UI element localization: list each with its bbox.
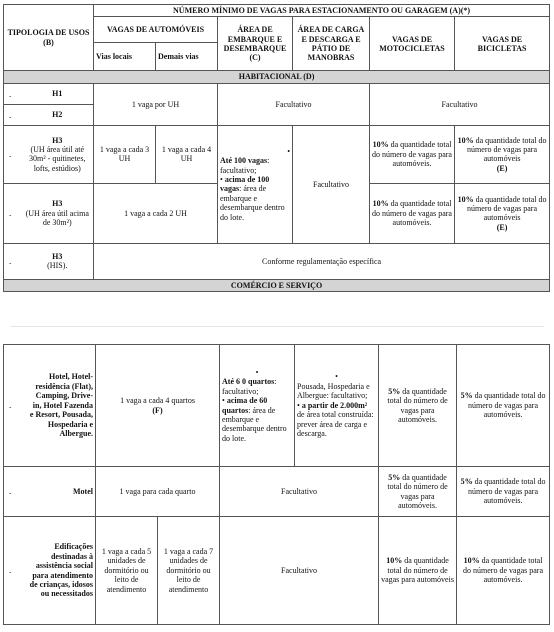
row-label-h3-small: [22, 125, 94, 183]
percent-value: 5%: [388, 386, 401, 396]
h3-large-bicicletas: [455, 183, 550, 243]
hotel-carga-text-1: Pousada, Hospedaria e Albergue: facultativo;: [297, 381, 370, 401]
row-marker: .: [4, 345, 26, 467]
row-marker: .: [4, 243, 22, 279]
hotel-bicicletas: [457, 345, 550, 467]
bullet: •: [220, 174, 223, 184]
note-ref: (E): [496, 163, 508, 173]
h3-code: H3: [52, 251, 63, 261]
hotel-emb-bold-2: acima de 60 quartos: [222, 396, 268, 415]
header-vagas-automoveis: VAGAS DE AUTOMÓVEIS: [94, 17, 218, 43]
motel-vagas-automoveis: 1 vaga para cada quarto: [96, 467, 220, 517]
bullet: •: [297, 400, 300, 410]
h1-h2-embarque-carga: Facultativo: [218, 83, 370, 125]
percent-text: da quantidade total do número de vagas para automóveis.: [468, 391, 546, 420]
row-marker: .: [4, 83, 22, 104]
row-label-assistencia-social: Edificações destinadas à assistência social para atendimento de crianças, idosos ou necessitados: [26, 517, 96, 625]
note-ref: (E): [496, 222, 508, 232]
h3-large-motocicletas: [370, 183, 455, 243]
header-demais-vias: Demais vias: [156, 43, 218, 71]
h3-emb-rest-2: : área de embarque e desembarque dentro do lote.: [220, 184, 285, 222]
section-habitacional: HABITACIONAL (D): [4, 71, 550, 83]
header-motocicletas: VAGAS DE MOTOCICLETAS: [370, 17, 455, 71]
hotel-carga-bold-2: a partir de 2.000m²: [301, 400, 368, 410]
hotel-motocicletas: [379, 345, 457, 467]
row-label-h1: H1: [22, 83, 94, 104]
hotel-carga-rest-2: de área total construída: prever área de carga e descarga.: [297, 410, 374, 439]
h3-emb-bold-2: acima de 100 vagas: [220, 174, 270, 194]
h3-embarque: [218, 125, 293, 243]
header-tipologia: TIPOLOGIA DE USOS (B): [4, 5, 94, 71]
hotel-emb-bold-1: Até 6 0 quartos: [222, 377, 275, 387]
parking-table-habitacional: [3, 4, 550, 292]
hotel-auto-text: 1 vaga a cada 4 quartos: [120, 396, 195, 406]
percent-value: 10%: [372, 140, 389, 150]
hotel-embarque: [220, 345, 295, 467]
motel-bicicletas: [457, 467, 550, 517]
percent-value: 10%: [457, 194, 474, 204]
h1-h2-vagas-automoveis: 1 vaga por UH: [94, 83, 218, 125]
h3-small-vias-locais: 1 vaga a cada 3 UH: [94, 125, 156, 183]
row-label-h2: H2: [22, 104, 94, 125]
row-label-motel: Motel: [26, 467, 96, 517]
hotel-emb-rest-2: : área de embarque e desembarque dentro do lote.: [222, 405, 287, 443]
h3-small-bicicletas: [455, 125, 550, 183]
percent-text: da quantidade total do número de vagas para automóveis.: [463, 556, 543, 585]
h3-carga: Facultativo: [293, 125, 370, 243]
h3-small-demais-vias: 1 vaga a cada 4 UH: [156, 125, 218, 183]
percent-value: 10%: [372, 199, 389, 209]
h3-large-vagas-automoveis: 1 vaga a cada 2 UH: [94, 183, 218, 243]
header-vias-locais: Vias locais: [94, 43, 156, 71]
motel-motocicletas: [379, 467, 457, 517]
bullet: •: [222, 396, 225, 406]
hotel-carga: [295, 345, 379, 467]
row-marker: .: [4, 104, 22, 125]
percent-value: 5%: [460, 391, 473, 401]
percent-text: da quantidade total do número de vagas para automóveis.: [387, 386, 448, 424]
hotel-emb-rest-1: : facultativo;: [222, 377, 277, 396]
percent-value: 10%: [457, 135, 474, 145]
row-label-h3-large: [22, 183, 94, 243]
h3-description: (UH área útil acima de 30m²): [25, 208, 89, 228]
header-bicicletas: VAGAS DE BICICLETAS: [455, 17, 550, 71]
page-separator: [10, 326, 544, 327]
h3-his-text: Conforme regulamentação específica: [94, 243, 550, 279]
percent-text: da quantidade total do número de vagas para automóveis.: [372, 199, 452, 228]
bullet: •: [255, 367, 259, 377]
percent-text: da quantidade total do número de vagas para automóveis.: [372, 140, 452, 169]
row-marker: .: [4, 125, 22, 183]
h3-small-motocicletas: [370, 125, 455, 183]
percent-value: 5%: [460, 477, 473, 487]
row-label-h3-his: [22, 243, 94, 279]
percent-text: da quantidade total do número de vagas para automóveis: [467, 135, 547, 164]
percent-text: da quantidade total do número de vagas para automóveis: [467, 194, 547, 223]
percent-text: da quantidade total do número de vagas para automóveis: [381, 556, 454, 585]
percent-value: 10%: [386, 556, 403, 566]
section-comercio-servico: COMÉRCIO E SERVIÇO: [4, 279, 550, 291]
h1-h2-moto-bici: Facultativo: [370, 83, 550, 125]
edif-bicicletas: [457, 517, 550, 625]
motel-embarque-carga: Facultativo: [220, 467, 379, 517]
edif-demais-vias: 1 vaga a cada 7 unidades de dormitório ou leito de atendimento: [158, 517, 220, 625]
note-ref: (F): [152, 405, 163, 415]
row-marker: .: [4, 183, 22, 243]
bullet: •: [287, 146, 290, 156]
h3-code: H3: [52, 135, 63, 145]
edif-vias-locais: 1 vaga a cada 5 unidades de dormitório ou leito de atendimento: [96, 517, 158, 625]
edif-motocicletas: [379, 517, 457, 625]
header-embarque: ÁREA DE EMBARQUE E DESEMBARQUE (C): [218, 17, 293, 71]
row-marker: .: [4, 517, 26, 625]
row-marker: .: [4, 467, 26, 517]
h3-description: (HIS).: [47, 261, 68, 271]
bullet: •: [335, 372, 338, 382]
percent-text: da quantidade total do número de vagas para automóveis.: [468, 477, 546, 506]
header-carga: ÁREA DE CARGA E DESCARGA E PÁTIO DE MANOBRAS: [293, 17, 370, 71]
header-main: NÚMERO MÍNIMO DE VAGAS PARA ESTACIONAMENTO OU GARAGEM (A)(*): [94, 5, 550, 17]
percent-text: da quantidade total do número de vagas para automóveis.: [387, 472, 448, 510]
h3-emb-bold-1: Até 100 vagas: [220, 156, 268, 166]
percent-value: 10%: [463, 556, 480, 566]
h3-code: H3: [52, 199, 63, 209]
row-label-hotel: Hotel, Hotel-residência (Flat), Camping, Drive-in, Hotel Fazenda e Resort, Pousada, Hospedaria e Albergue.: [26, 345, 96, 467]
h3-emb-rest-1: : facultativo;: [220, 156, 270, 175]
edif-embarque-carga: Facultativo: [220, 517, 379, 625]
h3-description: (UH área útil até 30m² - quitinetes, lofts, estúdios): [29, 144, 86, 173]
hotel-vagas-automoveis: [96, 345, 220, 467]
parking-table-comercio: [3, 344, 550, 625]
percent-value: 5%: [388, 472, 401, 482]
